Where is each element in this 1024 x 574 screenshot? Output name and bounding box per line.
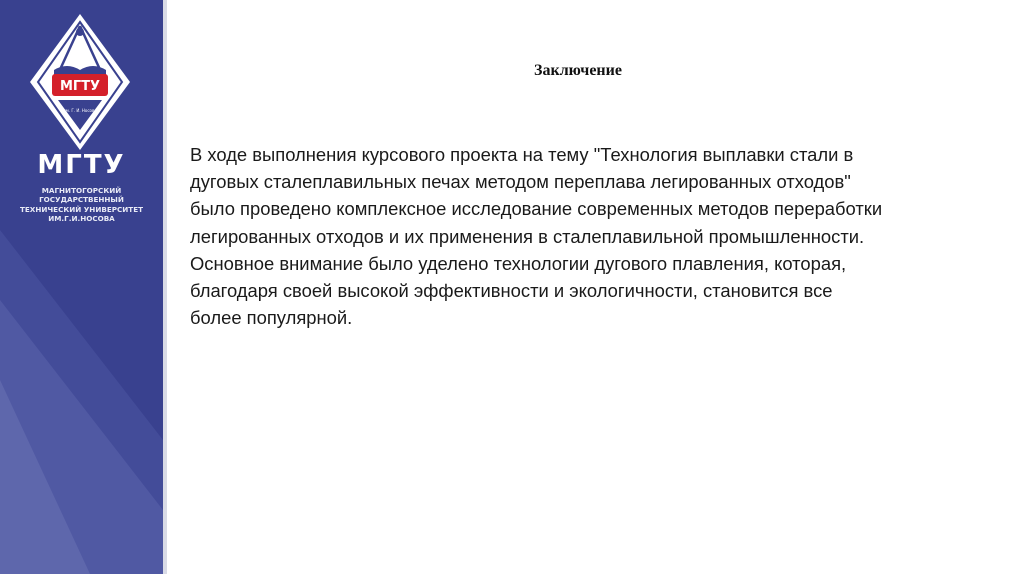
slide-title: Заключение bbox=[534, 62, 622, 79]
university-emblem bbox=[28, 12, 132, 152]
university-full-name: МАГНИТОГОРСКИЙ ГОСУДАРСТВЕННЫЙ ТЕХНИЧЕСКИЙ УНИВЕРСИТЕТ ИМ.Г.И.НОСОВА bbox=[19, 186, 144, 224]
university-abbreviation: МГТУ bbox=[37, 150, 126, 180]
slide-body-text: В ходе выполнения курсового проекта на тему "Технология выплавки стали в дуговых сталеплавильных печах методом переплава легированных отходов" было проведено комплексное исследование современных методов переработки легированных отходов и их применения в сталеплавильной промышленности. Основное внимание было уделено технологии дугового плавления, которая, благодаря своей высокой эффективности и экологичности, становится все более популярной. bbox=[190, 144, 883, 329]
sidebar-panel bbox=[0, 0, 163, 574]
emblem-label: МГТУ bbox=[59, 79, 101, 94]
sidebar-divider bbox=[163, 0, 167, 574]
emblem-caption: им. Г. И. Носова bbox=[63, 108, 97, 113]
